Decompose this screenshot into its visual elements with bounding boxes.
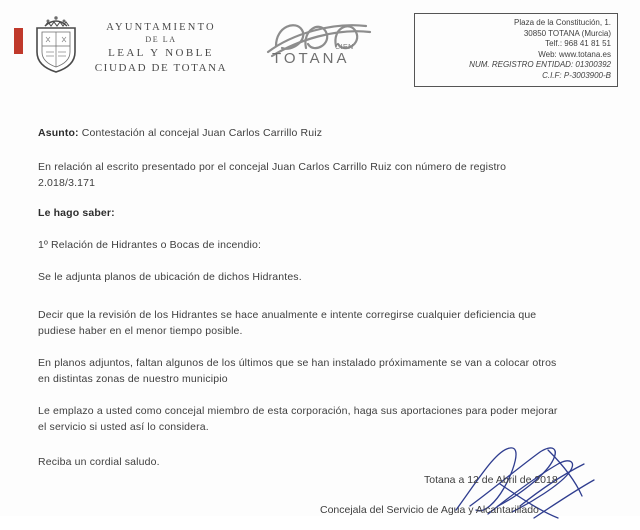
- signature-date: Totana a 12 de Abril de 2018: [424, 474, 558, 486]
- address-box: [414, 13, 618, 87]
- institution-name: [86, 22, 236, 74]
- paragraph-invite: Le emplazo a usted como concejal miembro de esta corporación, haga sus aportaciones para poder mejorar el servicio si usted así lo considera.: [38, 405, 558, 433]
- coat-of-arms-icon: [33, 12, 79, 74]
- logo-cien-text: CIEN: [335, 44, 354, 51]
- institution-line-3: LEAL Y NOBLE: [108, 47, 214, 59]
- address-line-3: Telf.: 968 41 81 51: [545, 39, 611, 49]
- institution-line-4: CIUDAD DE TOTANA: [94, 62, 228, 74]
- subject-label: Asunto:: [38, 127, 79, 139]
- address-line-2: 30850 TOTANA (Murcia): [523, 28, 611, 38]
- subject-line: [38, 126, 322, 142]
- paragraph-reference: En relación al escrito presentado por el concejal Juan Carlos Carrillo Ruiz con número de registro 2.018/3.171: [38, 161, 507, 189]
- paragraph-plans: Se le adjunta planos de ubicación de dichos Hidrantes.: [38, 271, 302, 283]
- paragraph-revision: Decir que la revisión de los Hidrantes se hace anualmente e intente corregirse cualquier deficiencia que pudiese haber en el menor tiempo posible.: [38, 309, 537, 337]
- red-accent-bar: [14, 28, 23, 54]
- address-line-1: Plaza de la Constitución, 1.: [514, 18, 611, 27]
- institution-line-1: AYUNTAMIENTO: [106, 22, 216, 33]
- address-line-6: C.I.F: P-3003900-B: [542, 70, 611, 80]
- address-line-5: NUM. REGISTRO ENTIDAD: 01300392: [469, 60, 611, 70]
- heading-statement: Le hago saber:: [38, 207, 115, 219]
- paragraph-farewell: Reciba un cordial saludo.: [38, 456, 160, 468]
- paragraph-attached: En planos adjuntos, faltan algunos de los últimos que se han instalado próximamente se van a colocar otros en distintas zonas de nuestro municipio: [38, 357, 557, 385]
- address-line-4: Web: www.totana.es: [538, 49, 611, 59]
- letterhead-header: [0, 0, 640, 106]
- subject-text: Contestación al concejal Juan Carlos Carrillo Ruiz: [78, 127, 323, 139]
- institution-line-2: DE LA: [145, 35, 177, 44]
- logo-totana-text: TOTANA: [272, 50, 350, 67]
- item-1: 1º Relación de Hidrantes o Bocas de incendio:: [38, 239, 262, 251]
- signature-role: Concejala del Servicio de Agua y Alcantarillado: [320, 504, 539, 516]
